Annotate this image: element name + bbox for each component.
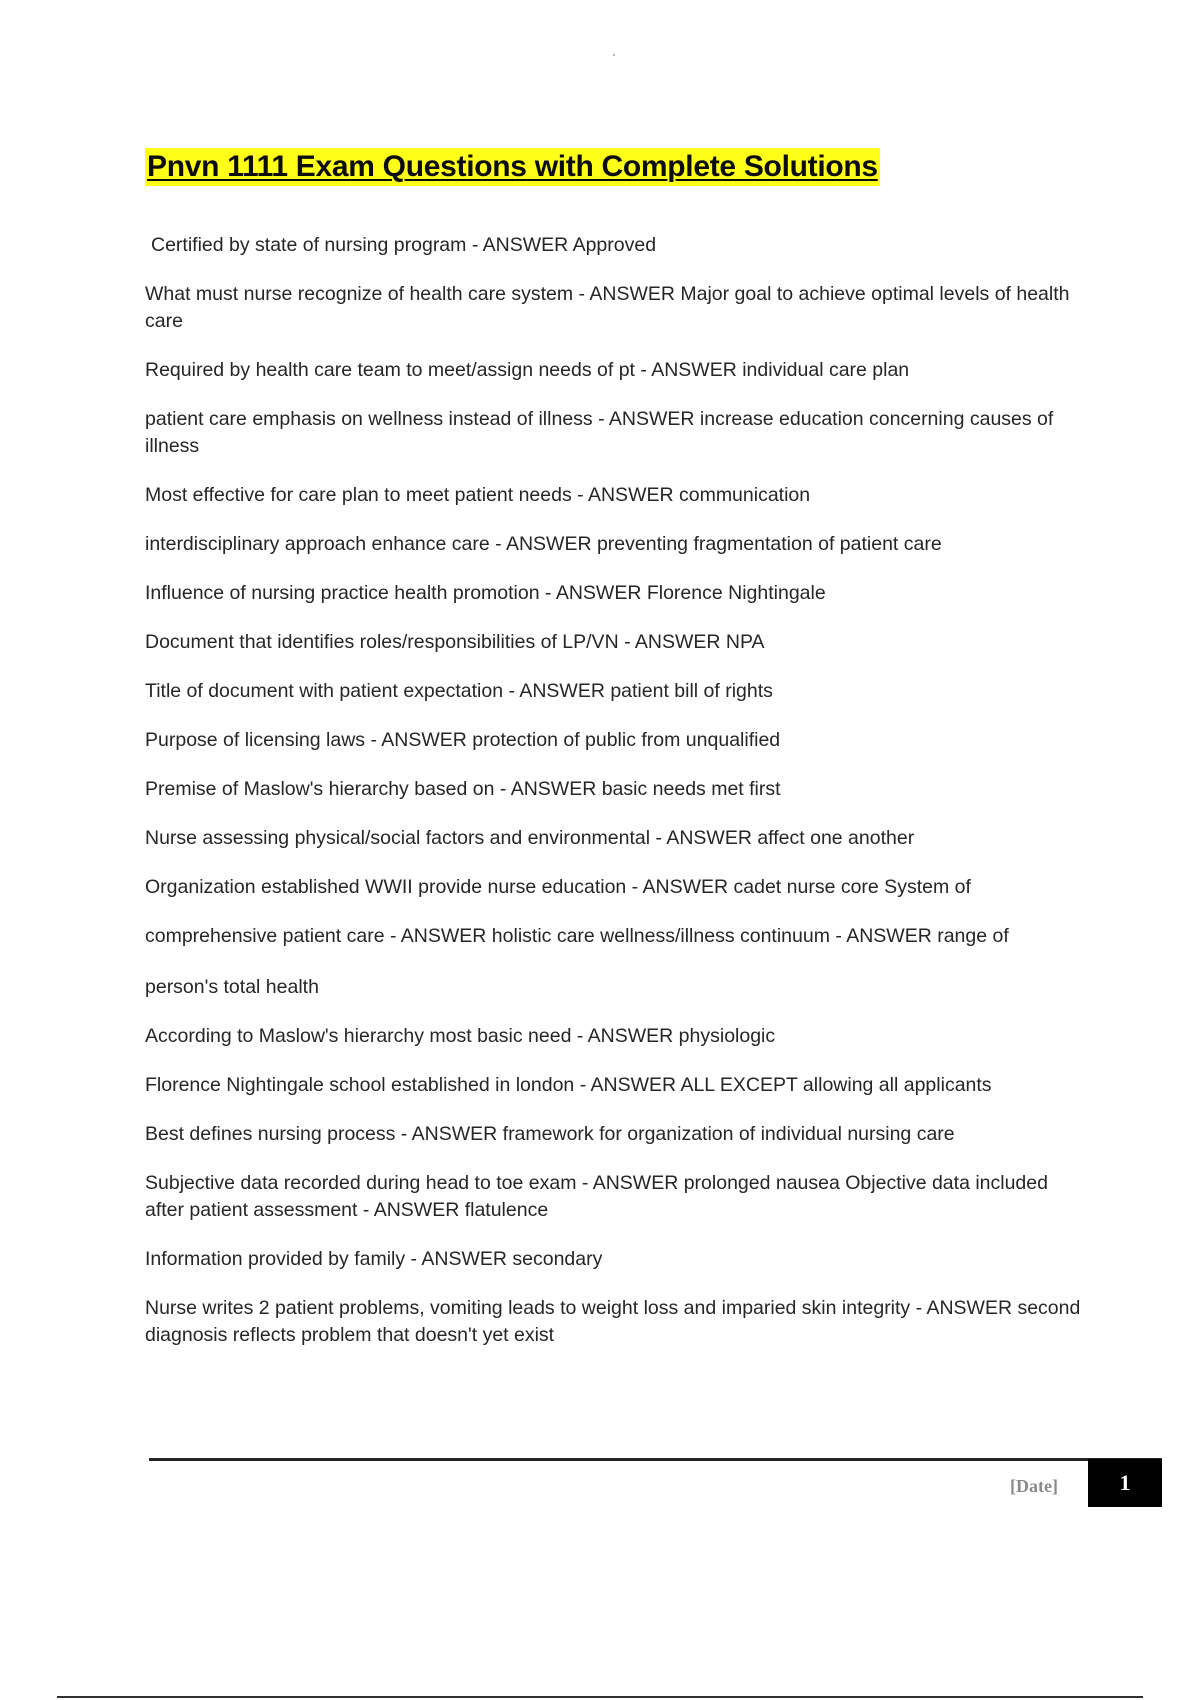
qa-item: Nurse assessing physical/social factors and environmental - ANSWER affect one another <box>145 827 915 849</box>
qa-item: Required by health care team to meet/assign needs of pt - ANSWER individual care plan <box>145 359 910 381</box>
qa-item: patient care emphasis on wellness instead of illness - ANSWER increase education concerning causes of illness <box>145 408 1054 457</box>
qa-wrap-line: person's total health <box>145 976 319 998</box>
footer-date: [Date] <box>1010 1476 1058 1496</box>
qa-wrap-line: comprehensive patient care - ANSWER holistic care wellness/illness continuum - ANSWER range of <box>145 925 1009 947</box>
document-body <box>145 232 1085 1371</box>
qa-item: Most effective for care plan to meet patient needs - ANSWER communication <box>145 484 811 506</box>
footer-divider <box>149 1458 1162 1461</box>
qa-item: Information provided by family - ANSWER secondary <box>145 1248 603 1270</box>
qa-item: According to Maslow's hierarchy most basic need - ANSWER physiologic <box>145 1025 776 1047</box>
qa-wrapped-block <box>145 911 1085 1013</box>
qa-item: What must nurse recognize of health care system - ANSWER Major goal to achieve optimal levels of health care <box>145 283 1070 332</box>
qa-item: Certified by state of nursing program - ANSWER Approved <box>151 234 657 256</box>
qa-item: Florence Nightingale school established in london - ANSWER ALL EXCEPT allowing all applicants <box>145 1074 992 1096</box>
qa-item: Document that identifies roles/responsibilities of LP/VN - ANSWER NPA <box>145 631 765 653</box>
scan-speck <box>613 54 615 56</box>
qa-item: Purpose of licensing laws - ANSWER protection of public from unqualified <box>145 729 781 751</box>
page-bottom-edge <box>57 1696 1143 1698</box>
qa-item: Nurse writes 2 patient problems, vomiting leads to weight loss and imparied skin integrity - ANSWER second diagnosis reflects problem that doesn't yet exist <box>145 1297 1081 1346</box>
qa-item: interdisciplinary approach enhance care - ANSWER preventing fragmentation of patient care <box>145 533 942 555</box>
qa-item: Influence of nursing practice health promotion - ANSWER Florence Nightingale <box>145 582 826 604</box>
qa-item: Title of document with patient expectation - ANSWER patient bill of rights <box>145 680 773 702</box>
qa-item: Organization established WWII provide nurse education - ANSWER cadet nurse core System of <box>145 876 971 898</box>
title-container <box>145 148 880 186</box>
page-number-badge <box>1088 1459 1162 1507</box>
document-title: Pnvn 1111 Exam Questions with Complete Solutions <box>145 148 880 186</box>
qa-item: Subjective data recorded during head to toe exam - ANSWER prolonged nausea Objective data included after patient assessment - ANSWER flatulence <box>145 1172 1048 1221</box>
page-number: 1 <box>1119 1470 1131 1495</box>
qa-item: Best defines nursing process - ANSWER framework for organization of individual nursing care <box>145 1123 955 1145</box>
qa-item: Premise of Maslow's hierarchy based on - ANSWER basic needs met first <box>145 778 781 800</box>
